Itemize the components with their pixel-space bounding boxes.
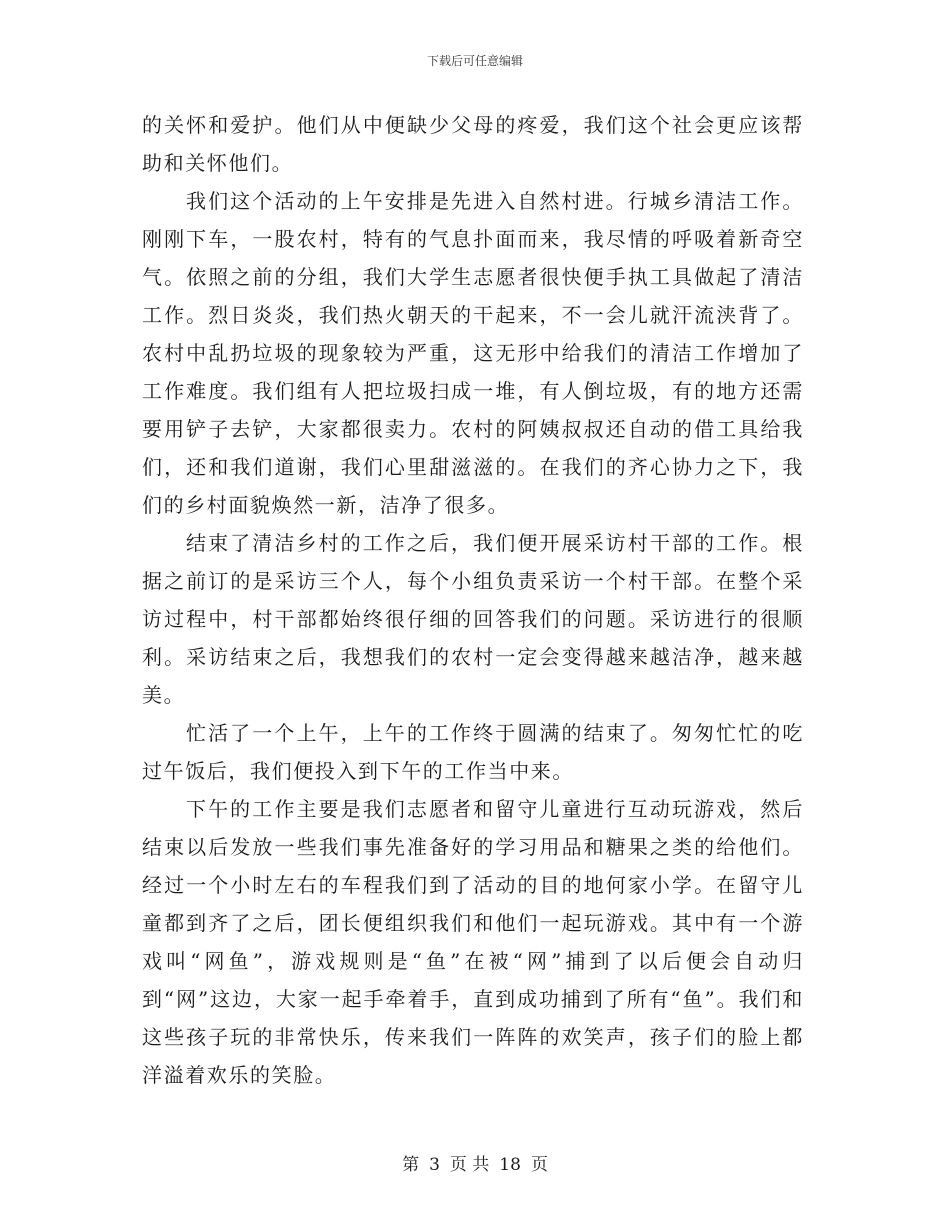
paragraph-lunch: 忙活了一个上午，上午的工作终于圆满的结束了。匆匆忙忙的吃过午饭后，我们便投入到下午的工作当中来。 [142, 721, 804, 783]
current-page-number: 3 [429, 1155, 440, 1175]
paragraph-interview: 结束了清洁乡村的工作之后，我们便开展采访村干部的工作。根据之前订的是采访三个人，每个小组负责采访一个村干部。在整个采访过程中，村干部都始终很仔细的回答我们的问题。采访进行的很顺利。采访结束之后，我想我们的农村一定会变得越来越洁净，越来越美。 [142, 531, 804, 707]
footer-prefix: 第 [402, 1155, 420, 1175]
document-body [142, 106, 804, 1094]
paragraph-cleaning-work: 我们这个活动的上午安排是先进入自然村进。行城乡清洁工作。刚刚下车，一股农村，特有的气息扑面而来，我尽情的呼吸着新奇空气。依照之前的分组，我们大学生志愿者很快便手执工具做起了清洁工作。烈日炎炎，我们热火朝天的干起来，不一会儿就汗流浃背了。农村中乱扔垃圾的现象较为严重，这无形中给我们的清洁工作增加了工作难度。我们组有人把垃圾扫成一堆，有人倒垃圾，有的地方还需要用铲子去铲，大家都很卖力。农村的阿姨叔叔还自动的借工具给我们，还和我们道谢，我们心里甜滋滋的。在我们的齐心协力之下，我们的乡村面貌焕然一新，洁净了很多。 [142, 189, 804, 517]
page-header: 下载后可任意编辑 [426, 54, 523, 68]
footer-suffix: 页 [530, 1155, 548, 1175]
paragraph-afternoon-games: 下午的工作主要是我们志愿者和留守儿童进行互动玩游戏，然后结束以后发放一些我们事先准备好的学习用品和糖果之类的给他们。经过一个小时左右的车程我们到了活动的目的地何家小学。在留守儿童都到齐了之后，团长便组织我们和他们一起玩游戏。其中有一个游戏叫“网鱼”，游戏规则是“鱼”在被“网”捕到了以后便会自动归到“网”这边，大家一起手牵着手，直到成功捕到了所有“鱼”。我们和这些孩子玩的非常快乐，传来我们一阵阵的欢笑声，孩子们的脸上都洋溢着欢乐的笑脸。 [142, 797, 804, 1087]
footer-middle: 页 共 [449, 1155, 490, 1175]
paragraph-continuation: 的关怀和爱护。他们从中便缺少父母的疼爱，我们这个社会更应该帮助和关怀他们。 [142, 113, 804, 175]
total-pages-number: 18 [499, 1155, 521, 1175]
page-footer [0, 1154, 950, 1176]
